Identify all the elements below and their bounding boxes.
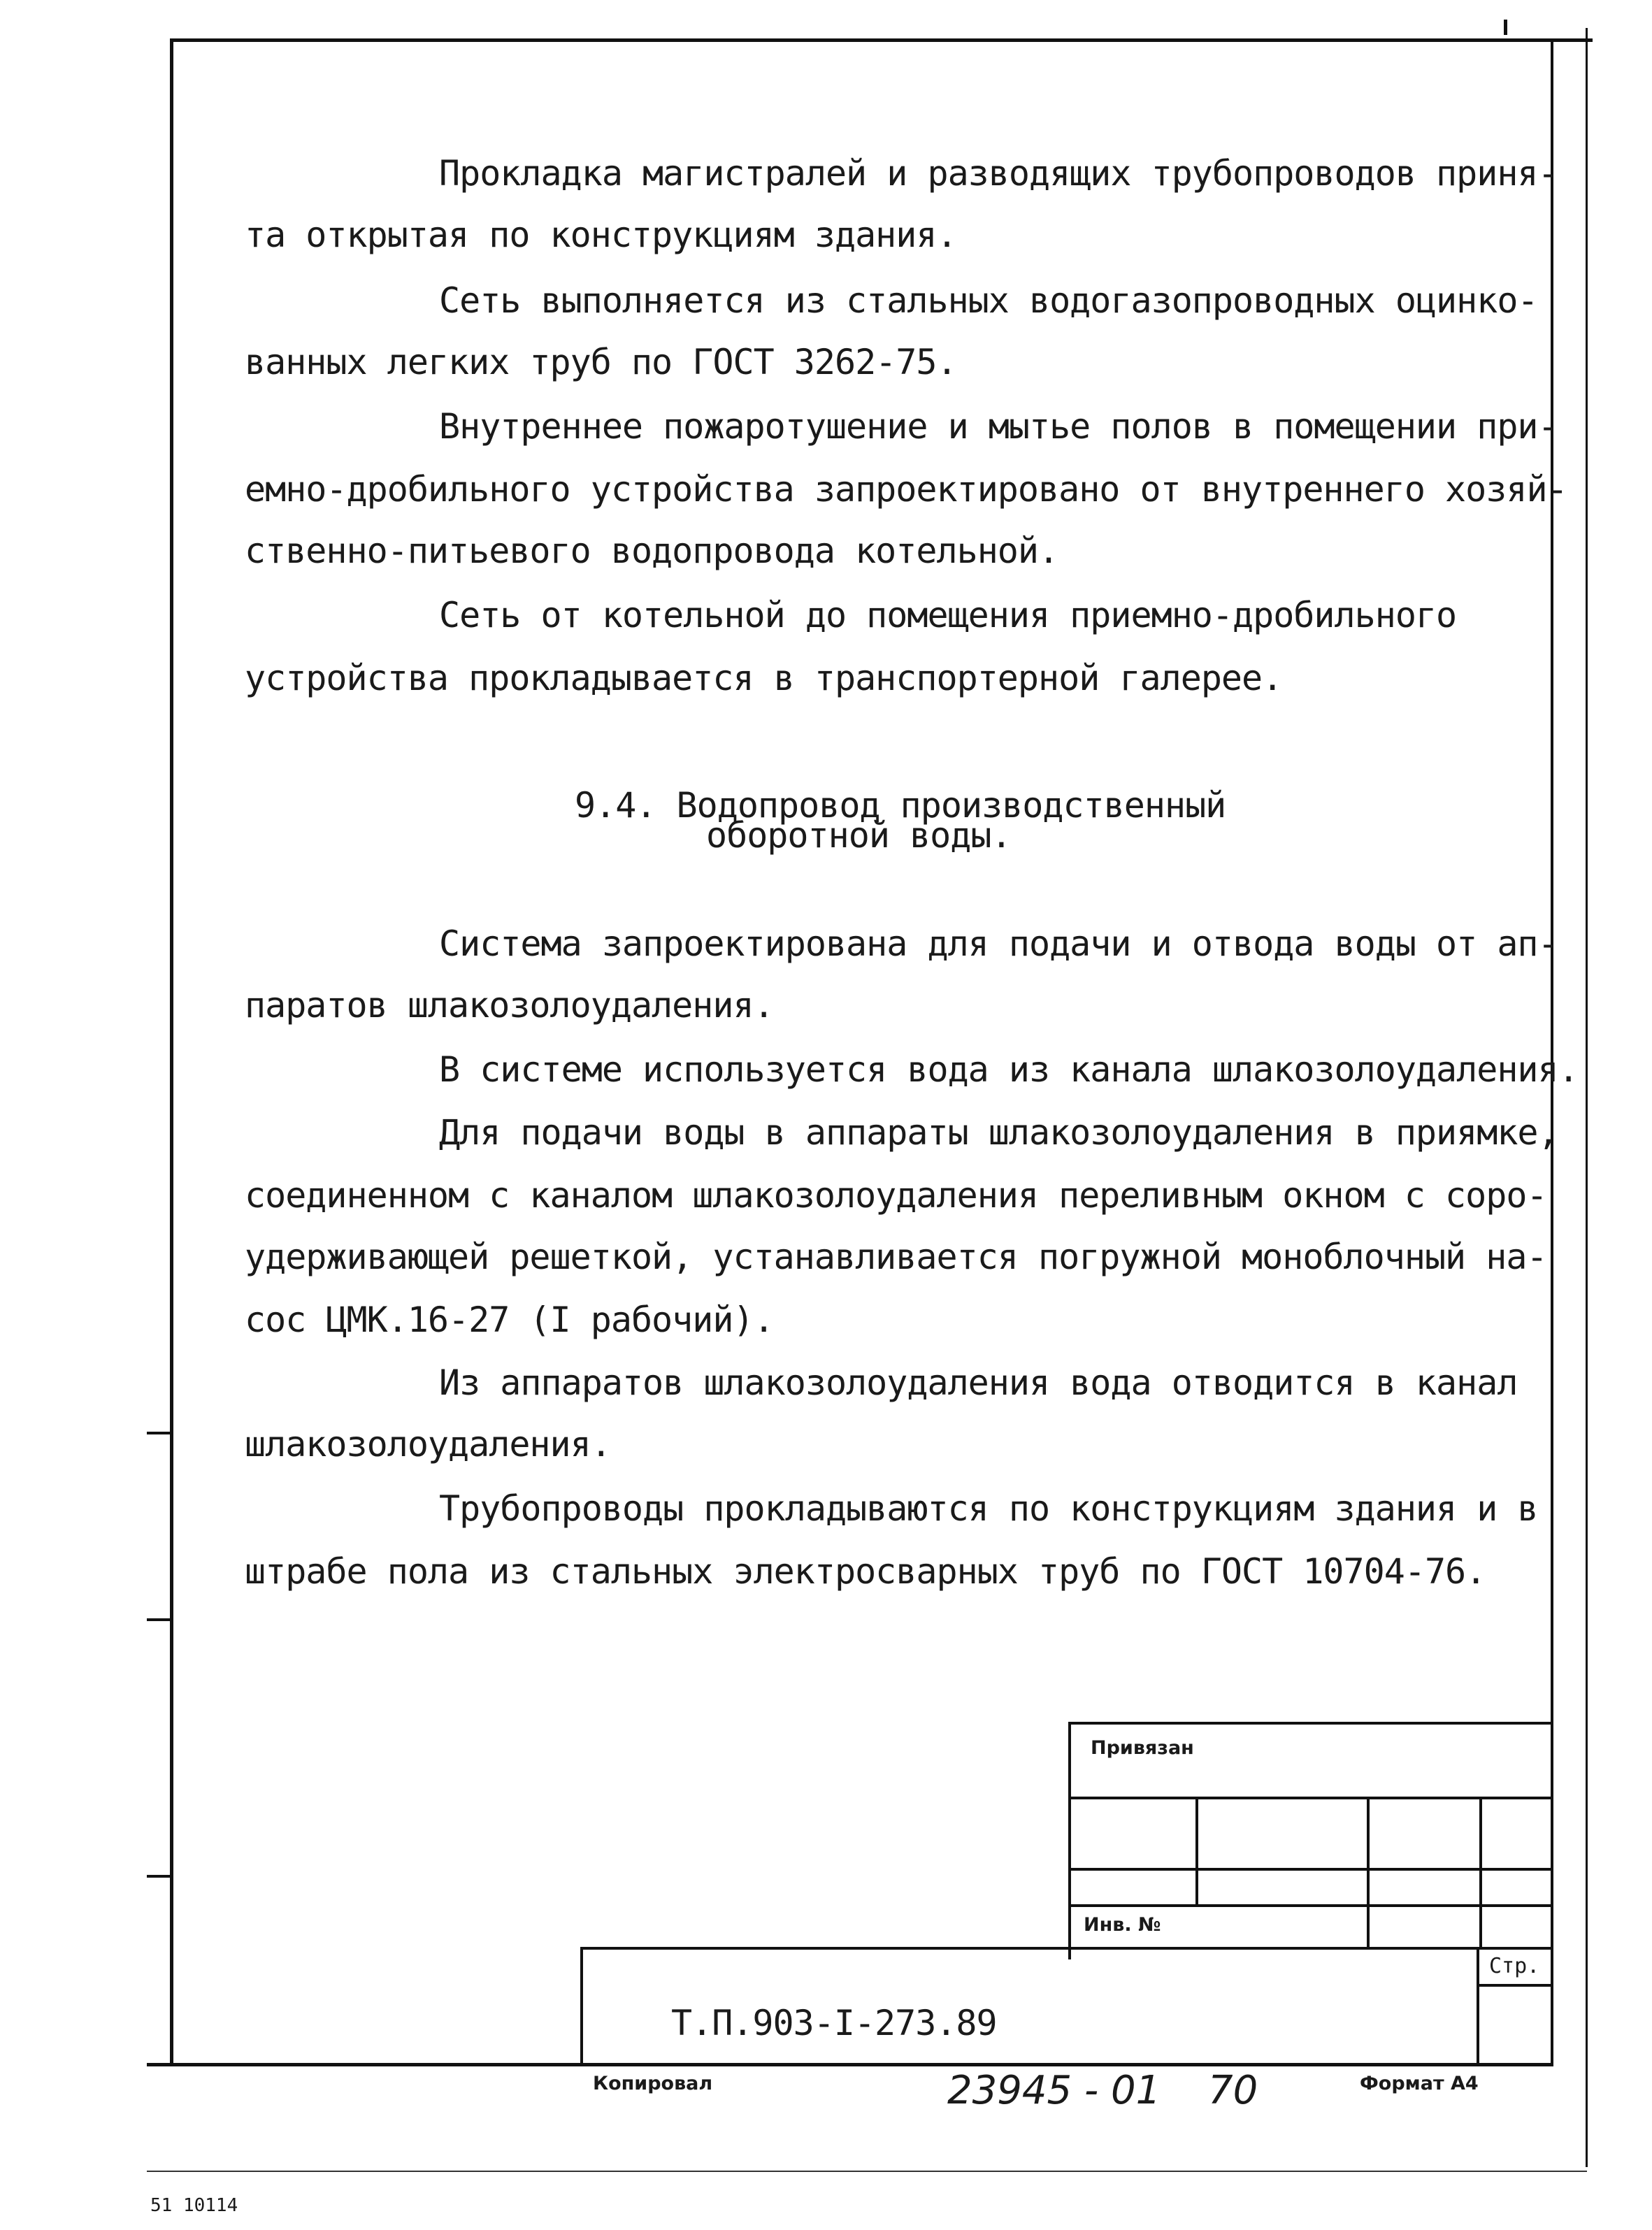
text-line: Прокладка магистралей и разводящих трубопроводов приня- bbox=[439, 153, 1558, 194]
text-line: емно-дробильного устройства запроектировано от внутреннего хозяй- bbox=[245, 469, 1567, 510]
text-line: Сеть от котельной до помещения приемно-дробильного bbox=[439, 595, 1457, 635]
stamp-line bbox=[1479, 1797, 1482, 1949]
frame-right-outer bbox=[1586, 28, 1588, 2167]
text-line: та открытая по конструкциям здания. bbox=[245, 215, 957, 255]
binding-tick-1 bbox=[147, 1432, 171, 1434]
frame-bottom bbox=[147, 2063, 1553, 2066]
archive-number: 23945 - 01 bbox=[947, 2068, 1161, 2113]
page-label: Стр. bbox=[1489, 1954, 1540, 1978]
binding-tick-2 bbox=[147, 1618, 171, 1621]
stamp-line bbox=[1068, 1722, 1553, 1725]
format-label: Формат А4 bbox=[1360, 2073, 1479, 2094]
copied-label: Копировал bbox=[593, 2073, 713, 2094]
section-heading-line-2: оборотной воды. bbox=[706, 815, 1012, 856]
page-bottom-line bbox=[147, 2171, 1587, 2172]
binding-tick-3 bbox=[147, 1875, 171, 1878]
stamp-line bbox=[580, 1947, 1553, 1950]
inv-no-label: Инв. № bbox=[1084, 1914, 1161, 1936]
stamp-line bbox=[1477, 1947, 1479, 2066]
stamp-line bbox=[1477, 1984, 1553, 1987]
text-line: ственно-питьевого водопровода котельной. bbox=[245, 531, 1059, 571]
stamp-line bbox=[580, 1947, 583, 2066]
bottom-code: 51 10114 bbox=[150, 2195, 238, 2216]
text-line: Система запроектирована для подачи и отвода воды от ап- bbox=[439, 923, 1558, 964]
sheet-number: 70 bbox=[1208, 2068, 1258, 2113]
text-line: штрабе пола из стальных электросварных труб по ГОСТ 10704-76. bbox=[245, 1551, 1486, 1592]
text-line: сос ЦМК.16-27 (I рабочий). bbox=[245, 1300, 774, 1340]
frame-top bbox=[170, 38, 1593, 42]
text-line: В системе используется вода из канала шлакозолоудаления. bbox=[439, 1049, 1579, 1090]
text-line: устройства прокладывается в транспортерной галерее. bbox=[245, 658, 1283, 698]
text-line: Для подачи воды в аппараты шлакозолоудаления в приямке, bbox=[439, 1112, 1558, 1153]
privyazan-label: Привязан bbox=[1091, 1737, 1194, 1759]
text-line: Трубопроводы прокладываются по конструкциям здания и в bbox=[439, 1488, 1538, 1529]
section-heading-line-1: 9.4. Водопровод производственный bbox=[575, 785, 1226, 826]
text-line: Из аппаратов шлакозолоудаления вода отводится в канал bbox=[439, 1362, 1518, 1403]
stamp-line bbox=[1195, 1797, 1198, 1905]
text-line: ванных легких труб по ГОСТ 3262-75. bbox=[245, 342, 957, 382]
text-line: паратов шлакозолоудаления. bbox=[245, 985, 774, 1026]
document-code: Т.П.903-I-273.89 bbox=[671, 2003, 997, 2043]
text-line: удерживающей решеткой, устанавливается погружной моноблочный на- bbox=[245, 1237, 1547, 1277]
text-line: шлакозолоудаления. bbox=[245, 1424, 611, 1465]
stamp-line bbox=[1068, 1722, 1071, 1959]
text-line: Сеть выполняется из стальных водогазопроводных оцинко- bbox=[439, 280, 1538, 321]
text-line: соединенном с каналом шлакозолоудаления переливным окном с соро- bbox=[245, 1175, 1547, 1216]
frame-left bbox=[170, 38, 173, 2066]
stamp-line bbox=[1367, 1797, 1370, 1949]
text-line: Внутреннее пожаротушение и мытье полов в помещении при- bbox=[439, 406, 1558, 447]
corner-mark bbox=[1504, 20, 1507, 35]
